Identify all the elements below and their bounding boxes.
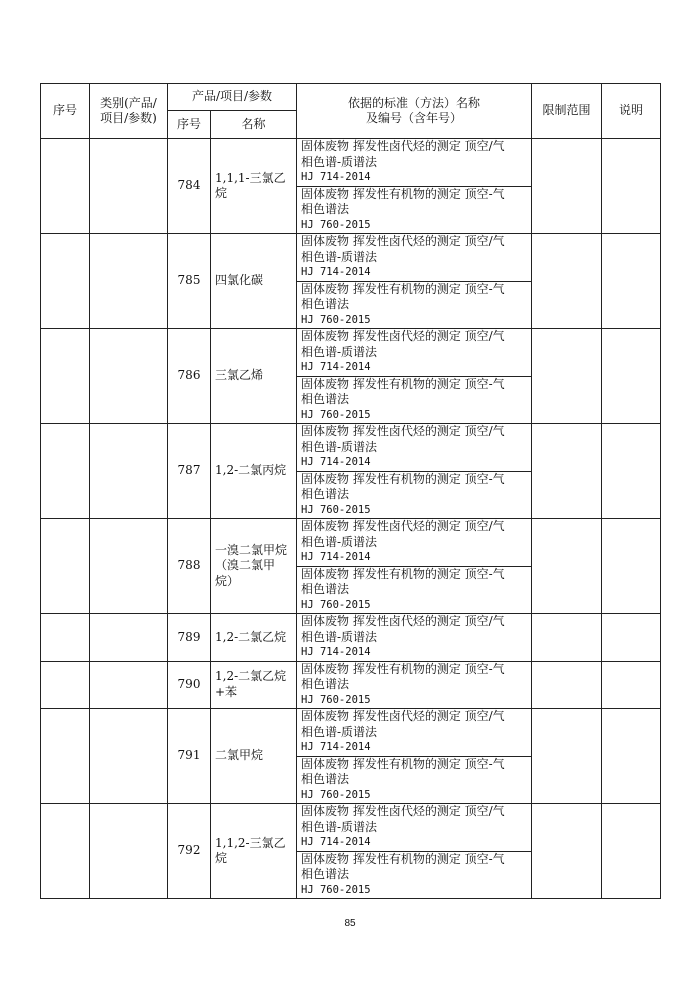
row-category-cell [90,614,168,662]
standard-code: HJ 760-2015 [301,408,371,421]
standard-line1: 固体废物 挥发性卤代烃的测定 顶空/气 [301,424,505,438]
standard-code: HJ 714-2014 [301,646,371,658]
row-seq-cell [41,329,90,424]
table-row [41,614,661,662]
row-name: 1,2-二氯乙烷+苯 [211,661,297,709]
standard-line2: 相色谱-质谱法 [301,534,378,549]
standard-line1: 固体废物 挥发性有机物的测定 顶空-气 [301,376,505,391]
standard-line2: 相色谱-质谱法 [301,629,378,644]
table-row [41,804,661,852]
standard-line2: 相色谱-质谱法 [301,819,378,834]
standard-code: HJ 760-2015 [301,598,371,611]
row-seq-cell [41,519,90,614]
standard-code: HJ 760-2015 [301,218,371,231]
row-note-cell [602,424,661,519]
header-row-1 [41,84,661,111]
standard-code: HJ 714-2014 [301,456,371,468]
standard-line1: 固体废物 挥发性有机物的测定 顶空-气 [301,851,505,866]
standard-line1: 固体废物 挥发性有机物的测定 顶空-气 [301,281,505,296]
row-limit-cell [532,804,602,899]
row-note-cell [602,804,661,899]
row-limit-cell [532,614,602,662]
row-category-cell [90,519,168,614]
standard-line2: 相色谱法 [301,582,350,596]
standard-line1: 固体废物 挥发性卤代烃的测定 顶空/气 [301,709,505,723]
table-row [41,329,661,377]
standard-line2: 相色谱法 [301,867,350,881]
standard-line1: 固体废物 挥发性卤代烃的测定 顶空/气 [301,234,505,248]
standard-line1: 固体废物 挥发性有机物的测定 顶空-气 [301,661,505,676]
standard-code: HJ 714-2014 [301,171,371,183]
header-sub-seq: 序号 [168,111,211,139]
header-limit: 限制范围 [532,84,602,139]
row-note-cell [602,519,661,614]
standard-line2: 相色谱-质谱法 [301,344,378,359]
standard-code: HJ 760-2015 [301,883,371,896]
header-group: 产品/项目/参数 [168,84,297,111]
row-no: 785 [168,234,211,329]
row-limit-cell [532,139,602,234]
standard-cell [297,661,532,709]
header-category [90,84,168,139]
standard-line2: 相色谱法 [301,772,350,786]
standard-code: HJ 760-2015 [301,313,371,326]
row-note-cell [602,709,661,804]
row-note-cell [602,614,661,662]
standard-line1: 固体废物 挥发性有机物的测定 顶空-气 [301,471,505,486]
header-standard-line2: 及编号（含年号） [365,111,462,125]
header-standard [297,84,532,139]
standard-cell [297,281,532,329]
row-seq-cell [41,804,90,899]
standard-cell [297,424,532,472]
header-sub-name: 名称 [211,111,297,139]
row-limit-cell [532,424,602,519]
standard-code: HJ 714-2014 [301,361,371,373]
row-category-cell [90,804,168,899]
row-category-cell [90,329,168,424]
table-row [41,234,661,282]
row-note-cell [602,661,661,709]
standard-cell [297,614,532,662]
standards-table [40,83,661,899]
table-row [41,519,661,567]
row-no: 788 [168,519,211,614]
row-name: 四氯化碳 [211,234,297,329]
page-number: 85 [344,918,356,929]
standard-cell [297,756,532,804]
header-standard-line1: 依据的标准（方法）名称 [347,95,480,110]
table-row [41,424,661,472]
header-seq: 序号 [41,84,90,139]
standard-line1: 固体废物 挥发性卤代烃的测定 顶空/气 [301,614,505,628]
standard-code: HJ 760-2015 [301,693,371,706]
row-name: 二氯甲烷 [211,709,297,804]
row-limit-cell [532,709,602,804]
row-seq-cell [41,139,90,234]
row-name: 1,1,2-三氯乙烷 [211,804,297,899]
row-no: 787 [168,424,211,519]
row-note-cell [602,139,661,234]
standard-code: HJ 714-2014 [301,266,371,278]
row-limit-cell [532,329,602,424]
row-limit-cell [532,519,602,614]
row-no: 786 [168,329,211,424]
header-note: 说明 [602,84,661,139]
header-category-line1: 类别(产品/ [100,95,157,110]
standard-line2: 相色谱法 [301,392,350,406]
header-category-line2: 项目/参数) [100,111,157,125]
standard-line2: 相色谱法 [301,202,350,216]
row-name: 1,1,1-三氯乙烷 [211,139,297,234]
standard-cell [297,376,532,424]
row-no: 792 [168,804,211,899]
standard-code: HJ 760-2015 [301,788,371,801]
standard-line1: 固体废物 挥发性有机物的测定 顶空-气 [301,566,505,581]
table-row [41,139,661,187]
standard-line2: 相色谱法 [301,677,350,691]
row-no: 784 [168,139,211,234]
standard-cell [297,186,532,234]
row-name: 1,2-二氯乙烷 [211,614,297,662]
row-category-cell [90,709,168,804]
row-category-cell [90,424,168,519]
standard-cell [297,709,532,757]
row-note-cell [602,329,661,424]
row-category-cell [90,234,168,329]
row-no: 791 [168,709,211,804]
row-seq-cell [41,424,90,519]
row-name: 1,2-二氯丙烷 [211,424,297,519]
row-no: 789 [168,614,211,662]
row-limit-cell [532,661,602,709]
standard-line1: 固体废物 挥发性卤代烃的测定 顶空/气 [301,329,505,343]
standard-code: HJ 760-2015 [301,503,371,516]
row-name: 一溴二氯甲烷（溴二氯甲烷） [211,519,297,614]
standard-line1: 固体废物 挥发性卤代烃的测定 顶空/气 [301,519,505,533]
standard-line2: 相色谱-质谱法 [301,439,378,454]
standard-line2: 相色谱-质谱法 [301,249,378,264]
standard-cell [297,234,532,282]
standard-line2: 相色谱-质谱法 [301,724,378,739]
standard-line1: 固体废物 挥发性卤代烃的测定 顶空/气 [301,139,505,153]
standard-code: HJ 714-2014 [301,741,371,753]
row-category-cell [90,661,168,709]
row-seq-cell [41,661,90,709]
row-seq-cell [41,709,90,804]
standard-line1: 固体废物 挥发性有机物的测定 顶空-气 [301,186,505,201]
row-limit-cell [532,234,602,329]
standard-cell [297,851,532,899]
standard-cell [297,329,532,377]
standard-cell [297,566,532,614]
standard-cell [297,471,532,519]
standard-line2: 相色谱法 [301,297,350,311]
standard-line2: 相色谱法 [301,487,350,501]
standard-code: HJ 714-2014 [301,551,371,563]
standard-line1: 固体废物 挥发性卤代烃的测定 顶空/气 [301,804,505,818]
table-row [41,661,661,709]
standard-cell [297,139,532,187]
standard-cell [297,519,532,567]
row-note-cell [602,234,661,329]
standard-cell [297,804,532,852]
standard-line2: 相色谱-质谱法 [301,154,378,169]
row-no: 790 [168,661,211,709]
row-name: 三氯乙烯 [211,329,297,424]
standard-code: HJ 714-2014 [301,836,371,848]
row-seq-cell [41,234,90,329]
standard-line1: 固体废物 挥发性有机物的测定 顶空-气 [301,756,505,771]
row-seq-cell [41,614,90,662]
row-category-cell [90,139,168,234]
table-row [41,709,661,757]
